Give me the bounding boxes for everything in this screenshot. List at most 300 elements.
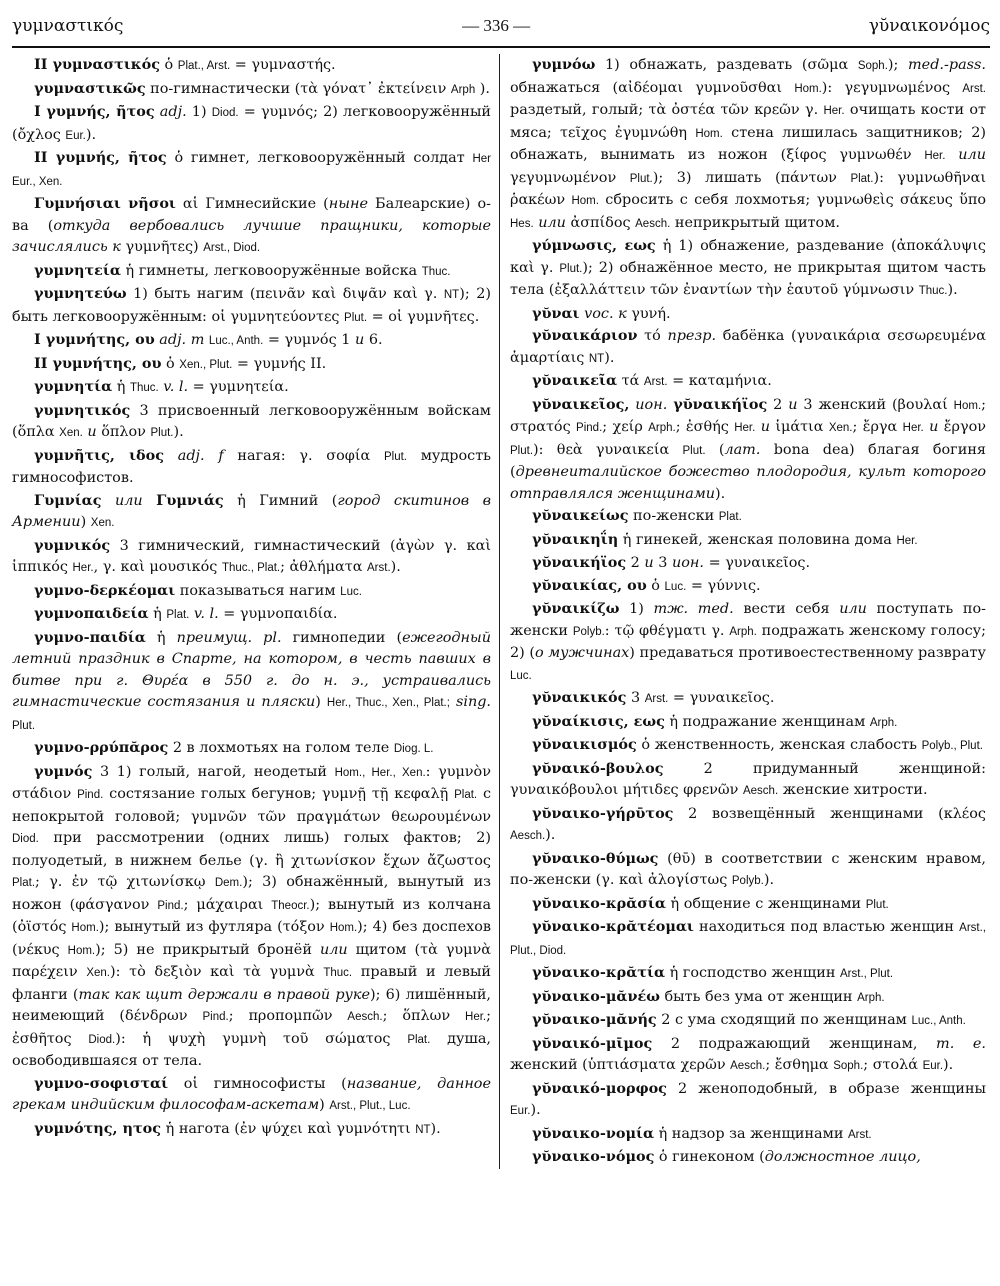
source-abbrev: Plut. [629,172,653,185]
entry-text: γυμνῆτες) [120,239,204,255]
entry-text: щитом (τὰ γυμνὰ παρέχειν [12,941,491,980]
italic-note: тж. med. [653,601,734,617]
entry-text: ἔργον [938,419,986,435]
entry-text: ; ἀθλήματα [280,559,367,575]
entry-text: = γυμνός 1 [263,332,355,348]
headword: γυμνητεύω [34,285,127,302]
headword: γυμνόω [532,56,596,73]
entry-text: ἡ подражание женщинам [664,713,870,730]
headword: γῠναικεῖα [532,372,618,389]
source-abbrev: Polyb. [572,625,605,638]
left-column [12,54,499,1169]
italic-note: и [788,396,798,413]
source-abbrev: Hom. [953,399,982,412]
dictionary-entry [12,193,491,260]
entry-text: раздетый, голый; τὰ ὀστέα τῶν κρεῶν γ. [510,102,824,118]
source-abbrev: Aesch. [635,217,671,230]
headword: γῠναικήϊος [673,395,768,413]
entry-text: 2 женоподобный, в образе женщины [666,1080,986,1097]
entry-text: ): τὸ δεξιὸν καὶ τὰ γυμνὰ [110,964,324,980]
entry-text: = οἱ γυμνῆτες. [367,308,480,325]
entry-text: мудрость гимнософистов. [12,447,491,486]
source-abbrev: Pind. [576,422,603,434]
dictionary-entry [510,986,986,1010]
header-right-word: γῠναικονόμος [868,16,990,36]
entry-text: быть без ума от женщин [659,988,858,1005]
entry-text: ); 2) быть легковооружённым: οἱ γυμνητεύοντες [12,286,491,325]
source-abbrev: Plat., Arst. [177,60,231,72]
dictionary-entry [12,283,491,329]
headword: γύμνωσις, εως [532,237,656,254]
source-abbrev: Hom., Her., Xen. [334,766,426,779]
dictionary-entry [510,1146,986,1169]
source-abbrev: Luc., Anth. [208,335,264,347]
source-abbrev: Plut. [150,427,174,439]
entry-text: ); вынутый из колчана (ὀϊστός [12,896,492,935]
source-abbrev: Pind. [157,899,184,912]
dictionary-entry [12,329,491,353]
source-abbrev: Luc. [664,580,687,593]
dictionary-entry [12,101,491,147]
dictionary-entry [510,552,986,575]
entry-text: ) [315,694,327,710]
dictionary-entry [510,893,986,917]
dictionary-entry [510,505,986,529]
italic-note: v. l. [189,606,219,622]
entry-text: = γύννις. [686,577,761,594]
headword: γῠναικείως [532,507,629,524]
italic-note: ежегодный летний праздник в Спарте, на котором, в честь павших в битве при г. Θυρέα в 550 г. до н. э., устраивались гимнастические состязания и пляски [12,629,491,710]
source-abbrev: Plut. [383,450,407,463]
headword: γῠναικο-μᾰνέω [532,987,660,1005]
dictionary-entry [510,687,986,711]
headword: γυμνότης, ητος [34,1119,162,1137]
headword: γῠναικό-μορφος [532,1079,667,1097]
dictionary-entry [12,761,491,1073]
source-abbrev: Her. [734,422,756,434]
entry-text: = καταμήνια. [667,373,772,389]
italic-note: город скитинов в Армении [12,492,492,530]
dictionary-entry [510,575,986,599]
headword: γῠναικικός [532,689,627,706]
source-abbrev: Hom. [794,82,822,95]
dictionary-entry [12,737,491,761]
right-column [499,54,986,1169]
italic-note: v. l. [158,379,189,395]
source-abbrev: Plat. [718,511,742,523]
entry-text: = γυμνοπαιδία. [218,606,338,622]
dictionary-entry [12,1073,491,1118]
entry-text: ); 4) без доспехов (νέκυς [12,919,491,958]
entry-text: 3 [626,690,645,706]
source-abbrev: Xen. [828,422,853,434]
headword: I γυμνής, ῆτος [34,103,155,120]
entry-text: 2 [626,555,645,571]
entry-text: 2 возвещённый женщинами (κλέος [673,805,986,822]
italic-note: и [354,332,365,348]
headword: γῠναικο-μᾰνής [532,1011,657,1028]
italic-note: adj. m [154,332,205,348]
headword: γῠναικο-θύμως [532,849,659,867]
entry-text: при рассмотрении (одних лишь) голых фактов; 2) полуодетый, в нижнем белье (γ. ἢ χιτωνίσκον ἔχων ἄζωστος [12,830,491,869]
entry-text: 3 гимнический, гимнастический (ἀγὼν γ. καὶ ἱππικός [12,537,491,575]
headword: γῠναικο-νομία [532,1124,655,1142]
italic-note: и [644,555,654,571]
entry-text: ; ἔργα [852,419,903,435]
entry-text: ). [763,872,775,888]
headword: γῠναι [532,304,580,322]
dictionary-entry [12,445,491,490]
source-abbrev: Hom. [67,944,96,957]
source-abbrev: Plut. [344,311,368,324]
dictionary-entry [12,400,491,445]
dictionary-entry [510,235,986,303]
entry-text: 2 придуманный женщиной: γυναικόβουλοι μήτιδες φρενῶν [510,760,986,798]
source-abbrev: Plut. [865,898,889,911]
headword: γυμναστικῶς [34,79,146,97]
entry-text: 3 1) голый, нагой, неодетый [92,763,335,780]
dictionary-entry [12,54,491,78]
entry-text: ὁ [646,577,665,594]
headword: γυμνο-σοφισταί [34,1074,169,1092]
entry-text: ); вынутый из футляра (τόξον [98,919,330,935]
entry-text: ; γ. ἐν τῷ χιτωνίσκῳ [35,874,215,890]
entry-text: по-гимнастически (τὰ γόνατ᾽ ἐκτείνειν [145,80,451,97]
entry-text: = γυμνός; 2) легковооружённый (ὄχλος [12,104,492,143]
italic-note: и [755,419,770,435]
headword: γυμνο-ρρύπᾰρος [34,739,169,756]
entry-text: ). [173,424,184,440]
entry-text: ὁ женственность, женская слабость [636,737,922,753]
entry-text: 1) [186,104,212,120]
source-abbrev: Thuc. [129,382,159,394]
source-abbrev: Plat. [454,789,478,801]
italic-note: и [923,419,939,435]
dictionary-entry [510,303,986,326]
italic-note: или [533,214,566,231]
entry-text: ). [715,485,726,502]
source-abbrev: Aesch. [730,1060,766,1072]
entry-text: ); 6) лишённый, неимеющий (δένδρων [12,986,492,1024]
dictionary-entry [12,580,491,604]
dictionary-entry [510,529,986,553]
headword: γῠναικήϊος [532,554,627,571]
header-left-word: γυμναστικός [12,16,124,36]
source-abbrev: Soph. [833,1060,864,1072]
source-abbrev: Arst. [644,693,669,705]
source-abbrev: Arph. [869,716,898,729]
headword: γῠναικίας, ου [532,576,647,594]
source-abbrev: Thuc. [323,967,353,979]
entry-text: γεγυμνωμένον [510,169,630,186]
entry-text: ; ὅπλων [382,1008,466,1024]
entry-text: ) [80,514,91,530]
entry-text: вести себя [733,601,840,617]
entry-text: ὅπλον [96,424,151,440]
dictionary-entry [510,711,986,735]
entry-text: 3 [653,555,672,571]
entry-text: ἀσπίδος [565,214,636,231]
entry-text: 2 с ума сходящий по женщинам [656,1012,912,1028]
source-abbrev: Arph [450,83,476,96]
italic-note: преимущ. pl. [176,629,282,646]
entry-text: женский (ὑπτιάσματα χερῶν [510,1057,731,1073]
entry-text: очищать кости от мяса; τεῖχος ἐγυμνώθη [510,102,986,141]
source-abbrev: Her. [924,150,946,162]
source-abbrev: Her. [465,1011,487,1023]
italic-note: ион. [672,555,704,571]
entry-text: стена лишилась защитников; 2) обнажать, вынимать из ножон (ξίφος γυμνωθέν [510,124,986,163]
entry-text: ἡ общение с женщинами [665,895,866,912]
source-abbrev: Plut. [12,719,36,732]
headword: γυμνοπαιδεία [34,605,149,622]
dictionary-entry [510,1078,986,1123]
entry-text: ; χείρ [602,419,649,435]
source-abbrev: Eur. [510,1105,531,1117]
italic-note: название, данное грекам индийским философам-аскетам [12,1075,491,1113]
headword: γυμνός [34,762,93,780]
headword: γῠναικο-κρᾰτία [532,964,666,981]
entry-text: οἱ гимнософисты ( [168,1075,347,1092]
entry-text: ); 5) не прикрытый бронёй [95,941,320,958]
entry-text: : τῷ φθέγματι γ. [604,622,730,639]
entry-text: = γυμνής II. [232,355,327,372]
entry-text: ); 3) лишать (πάντων [652,169,851,186]
source-abbrev: Thuc. [421,265,451,278]
entry-text: ; ἐσθῆτος [12,1008,491,1047]
entry-text: 6. [364,332,383,348]
columns [12,54,990,1169]
entry-text: ὁ [159,57,178,73]
running-header [12,16,990,38]
entry-text: 1) [619,601,654,617]
headword: γυμνῆτις, ιδος [34,446,164,464]
headword: γῠναικισμός [532,736,637,753]
entry-text: ); 2) обнажённое место, не прикрытая щитом часть тела (ἐξαλλάττειν τῶν ἐναντίων τὴν ἑαυτοῦ γύμνωσιν [510,259,987,298]
source-abbrev: Xen. [86,967,110,979]
source-abbrev: Eur. [922,1060,944,1072]
italic-note: med.-pass. [898,57,986,73]
entry-text: состязание голых бегунов; γυμνῇ τῇ κεφαλῇ [103,786,455,802]
italic-note: или [945,147,986,163]
source-abbrev: Plut. [559,262,583,275]
entry-text: ). [430,1120,441,1137]
source-abbrev: Hom. [71,922,99,934]
page-number: — 336 — [462,16,531,35]
source-abbrev: Polyb. [731,875,764,887]
headword: γῠναικο-κρᾰσία [532,894,666,912]
headword: II γυμνήτης, ου [34,354,162,372]
source-abbrev: Luc. [340,585,362,598]
entry-text: 1) обнажать, раздевать (σῶμα [595,57,858,73]
italic-note: должностное лицо, [764,1149,921,1165]
dictionary-entry [510,803,986,848]
entry-text: ὁ гинеконом ( [654,1149,765,1165]
entry-text: обнажаться (αἰδέομαι γυμνοῦσθαι [510,79,795,96]
entry-text: : γυμνὸν στάδιον [12,763,491,802]
source-abbrev: Arph. [857,991,885,1004]
entry-text: ἱμάτια [769,419,829,435]
source-abbrev: NT [415,1123,431,1136]
entry-text: ). [475,80,490,97]
source-abbrev: Pind. [202,1011,229,1023]
source-abbrev: Plut. [510,444,534,457]
entry-text: αἱ Гимнесийские ( [175,196,329,212]
entry-text: 1) быть нагим (πεινᾶν καὶ διψᾶν καὶ γ. [126,286,444,302]
entry-text: ). [545,827,556,843]
entry-text: τά [617,373,644,389]
source-abbrev: Plat. [166,609,190,621]
dictionary-entry [510,394,986,506]
source-abbrev: Her. [896,534,918,547]
entry-text: ). [943,1057,954,1073]
entry-text: γυνή. [626,305,671,322]
headword: Γυμνιάς [156,491,224,509]
entry-text: ἡ господство женщин [665,965,841,981]
source-abbrev: Aesch. [742,785,779,797]
headword: γῠναικηΐη [532,530,619,548]
entry-text: = γυναικεῖος. [704,555,811,571]
dictionary-entry [510,370,986,394]
source-abbrev: Hom. [329,922,358,934]
dictionary-entry [12,78,491,102]
entry-text: ἡ [145,629,177,646]
entry-text: по-женски [628,508,719,524]
entry-text: 2 [767,396,789,413]
italic-note: или [319,941,348,958]
headword: γῠναικάριον [532,327,638,344]
dictionary-entry [12,353,491,377]
entry-text [143,493,156,509]
dictionary-entry [510,734,986,758]
entry-text: ); 3) обнажённый, вынутый из ножон (φάσγανον [12,874,492,913]
entry-text: неприкрытый щитом. [670,214,840,231]
italic-note: и [82,424,97,440]
source-abbrev: Hom. [695,127,723,140]
entry-text: bona dea) благая богиня ( [510,441,986,480]
source-abbrev: Aesch. [510,830,546,842]
source-abbrev: Arst., Plut., Luc. [329,1100,411,1112]
entry-text: ; ἔσθημα [765,1057,834,1073]
entry-text: ): ἡ ψυχὴ γυμνὴ τοῦ σώματος [115,1030,408,1047]
entry-text: гимнопедии ( [281,629,403,646]
italic-note: или [101,492,143,509]
italic-note: adj. [154,104,187,120]
italic-note: лат. [724,441,761,458]
italic-note: т. е. [936,1035,986,1052]
entry-text: женские хитрости. [778,782,928,798]
entry-text: находиться под властью женщин [693,919,960,935]
entry-text: ; προπομπῶν [228,1008,348,1024]
headword: γυμνητία [34,378,113,395]
source-abbrev: Polyb., Plut. [921,740,983,752]
source-abbrev: Thuc., Plat. [221,562,281,574]
dictionary-entry [12,627,491,738]
source-abbrev: Arst. [643,376,668,388]
source-abbrev: Arst. [962,82,986,95]
source-abbrev: Xen. [59,427,83,439]
entry-text: ἡ гинекей, женская половина дома [618,531,897,548]
source-abbrev: Hom. [571,195,599,207]
dictionary-entry [510,1033,986,1078]
source-abbrev: Arst., Plut. [840,968,894,980]
source-abbrev: Arph. [648,422,676,434]
entry-text: правый и левый фланги ( [12,964,492,1003]
headword: γυμνο-παιδία [34,628,146,646]
italic-note: adj. f [164,447,224,464]
headword: γυμνικός [34,536,111,554]
entry-text: ἡ Гимний ( [223,492,338,509]
entry-text: душа, освободившаяся от тела. [12,1030,492,1069]
entry-text: ; στολά [863,1057,923,1073]
entry-text: ). [530,1102,541,1118]
italic-note: ион. [629,396,668,413]
source-abbrev: Pind. [77,789,104,801]
dictionary-entry [510,758,986,803]
entry-text: ἡ гимнеты, легковооружённые войска [120,262,422,279]
entry-text: = γυμνητεία. [188,379,289,395]
headword: II γυμνής, ῆτος [34,149,167,166]
entry-text: 3 женский (βουλαί [797,396,954,413]
italic-note: или [839,601,867,617]
headword: γῠναικο-κρᾰτέομαι [532,918,694,935]
entry-text: бабёнка (γυναικάρια σεσωρευμένα ἁμαρτίαις [510,328,986,366]
entry-text: поступать по-женски [510,601,986,639]
source-abbrev: Arph. [729,625,757,638]
entry-text: сбросить с себя лохмотья; γυμνωθεὶς σάκευς ὕπο [598,192,987,208]
entry-text: ) предаваться противоестественному разврату [629,645,986,661]
source-abbrev: Luc., Anth. [911,1015,966,1027]
source-abbrev: Arst. [367,562,391,574]
source-abbrev: Plat. [407,1033,431,1046]
entry-text: ὁ [161,355,180,372]
headword: γῠναικο-νόμος [532,1148,655,1165]
entry-text: 3 присвоенный легковооружённым войскам (ὅπλα [12,402,491,440]
italic-note: о мужчинах [534,645,630,661]
dictionary-entry [510,325,986,370]
italic-note: ныне [328,196,368,212]
source-abbrev: NT [443,289,460,301]
entry-text: (θῡ) в соответствии с женским нравом, по-женски (γ. καὶ ἀλογίστως [510,850,986,888]
headword: γῠναικο-γήρῡτος [532,804,674,822]
entry-text: ἡ [148,606,167,622]
headword: Γυμνήσιαι νῆσοι [34,195,176,212]
source-abbrev: Her., Thuc., Xen., Plat.; [326,697,450,709]
entry-text: ): γεγυμνωμένος [821,79,963,96]
dictionary-entry [12,376,491,400]
source-abbrev: Soph. [857,60,888,72]
source-abbrev: Aesch. [347,1011,383,1023]
italic-note: древнеиталийское божество плодородия, культ которого отправлялся женщинами [510,464,986,502]
dictionary-entry [510,1009,986,1033]
entry-text: ): γυμνωθῆναι ῥακέων [510,169,986,208]
entry-text: ) [319,1097,330,1113]
header-rule [12,46,990,48]
source-abbrev: Plut. [682,444,706,457]
headword: γῠναικό-μῑμος [532,1034,653,1052]
source-abbrev: Xen. [90,517,115,529]
entry-text: ). [390,559,401,575]
source-abbrev: Diod. [12,833,39,845]
entry-text: 2 в лохмотьях на голом теле [168,740,394,756]
dictionary-entry [510,598,986,687]
source-abbrev: Diog. L. [393,743,434,755]
source-abbrev: Xen., Plut. [179,358,233,371]
dictionary-entry [510,962,986,986]
entry-text: ἡ надзор за женщинами [654,1125,848,1142]
italic-note: откуда вербовались лучшие пращники, которые зачислялись к [12,217,491,255]
entry-text: τό [637,328,668,344]
